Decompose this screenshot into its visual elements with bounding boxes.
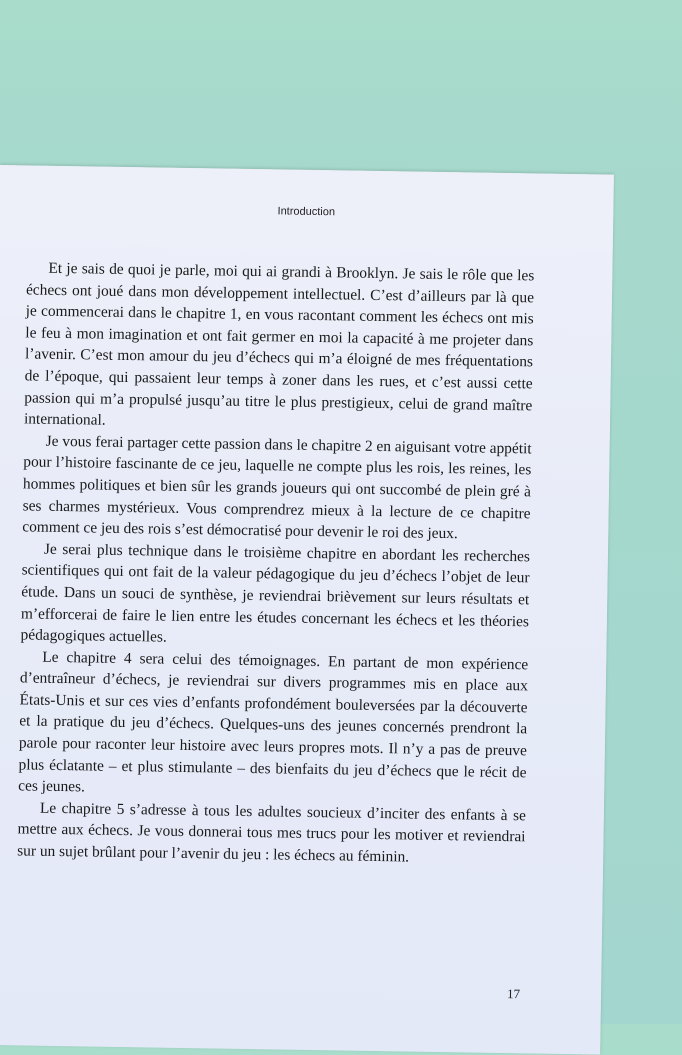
paragraph: Je vous ferai partager cette passion dans le chapitre 2 en aiguisant votre appétit pour l’histoire fascinante de ce jeu, laquelle ne compte plus les rois, les reines, les hommes politiques et bien sûr les grands joueurs qui ont succombé de plein gré à ses charmes mystérieux. Vous comprendrez mieux à la lecture de ce chapitre comment ce jeu des rois s’est démocratisé pour devenir le roi des jeux.: [22, 432, 532, 543]
book-page: [0, 165, 614, 1055]
paragraph: Le chapitre 4 sera celui des témoignages. En partant de mon expérience d’entraîneur d’échecs, je reviendrai sur divers programmes mis en place aux États-Unis et sur ces vies d’enfants profondément bouleversées par la découverte et la pratique du jeu d’échecs. Quelques-uns des jeunes concernés prendront la parole pour raconter leur histoire avec leurs propres mots. Il n’y a pas de preuve plus éclatante – et plus stimulante – des bienfaits du jeu d’échecs que le récit de ces jeunes.: [18, 648, 529, 796]
paragraph: Je serai plus technique dans le troisième chapitre en abordant les recherches scientifiques qui ont fait de la valeur pédagogique du jeu d’échecs l’objet de leur étude. Dans un souci de synthèse, je reviendrai brièvement sur leurs résultats et m’efforcerai de faire le lien entre les études concernant les échecs et les théories pédagogiques actuelles.: [20, 540, 531, 646]
body-text: [17, 257, 534, 870]
running-head: Introduction: [277, 205, 336, 219]
paragraph: Et je sais de quoi je parle, moi qui ai grandi à Brooklyn. Je sais le rôle que les échecs ont joué dans mon développement intellectuel. C’est d’ailleurs par là que je commencerai dans le chapitre 1, en vous racontant comment les échecs ont mis le feu à mon imagination et ont fait germer en moi la capacité à me projeter dans l’avenir. C’est mon amour du jeu d’échecs qui m’a éloigné de mes fréquentations de l’époque, qui passaient leur temps à zoner dans les rues, et c’est aussi cette passion qui m’a propulsé jusqu’au titre le plus prestigieux, celui de grand maître international.: [23, 259, 535, 429]
page-number: 17: [506, 986, 521, 1002]
paragraph: Le chapitre 5 s’adresse à tous les adultes soucieux d’inciter des enfants à se mettre aux échecs. Je vous donnerai tous mes trucs pour les motiver et reviendrai sur un sujet brûlant pour l’avenir du jeu : les échecs au féminin.: [17, 799, 526, 866]
